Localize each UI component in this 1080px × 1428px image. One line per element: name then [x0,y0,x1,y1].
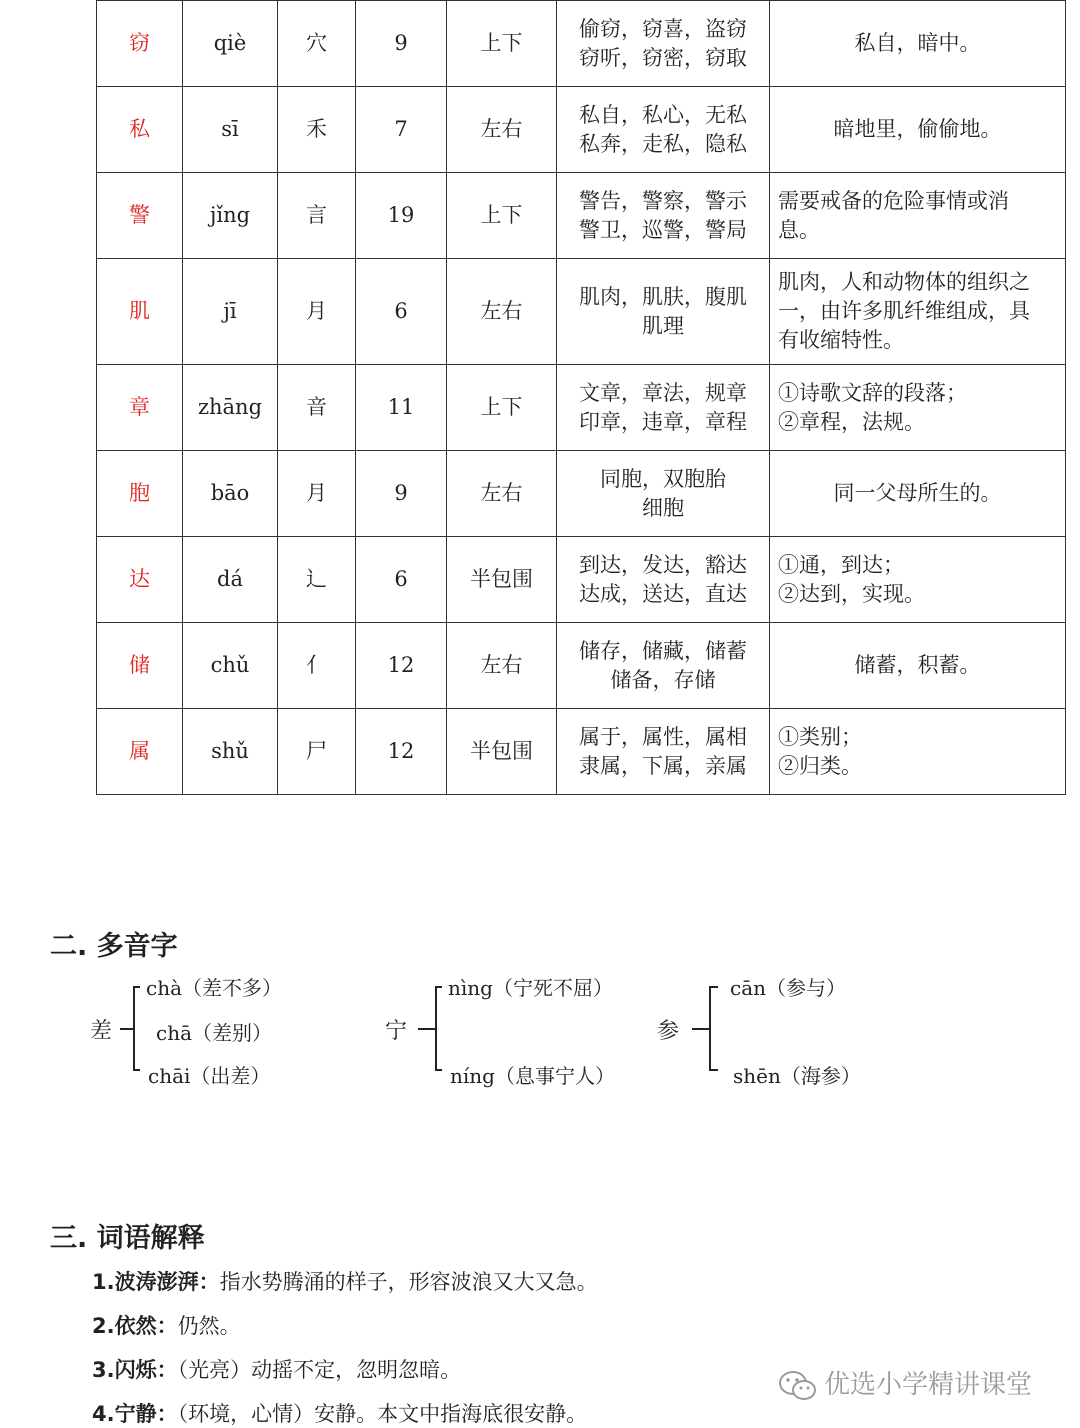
meaning-line: 私自，暗中。 [854,31,981,55]
cell-character: 肌 [97,259,183,365]
meaning-line: ①类别； [778,724,862,749]
definition-item [92,1310,241,1340]
polyphonic-option: níng（息事宁人） [450,1064,615,1088]
meaning-line: 同一父母所生的。 [833,481,1002,505]
cell-strokes: 9 [356,1,447,87]
table-row [97,1,1066,87]
word-line: 到达，发达，豁达 [579,552,747,577]
cell-character: 胞 [97,451,183,537]
cell-pinyin: zhāng [183,365,278,451]
definition-number: 4. [92,1402,115,1426]
cell-strokes: 12 [356,623,447,709]
cell-meaning [770,87,1066,173]
polyphonic-option: chā（差别） [156,1021,273,1045]
table-row [97,623,1066,709]
meaning-line: 储蓄，积蓄。 [854,653,981,677]
polyphonic-char: 参 [657,1019,680,1044]
cell-meaning [770,451,1066,537]
meaning-line: 一，由许多肌纤维组成，具 [778,299,1030,323]
cell-meaning [770,1,1066,87]
word-line: 细胞 [642,495,684,520]
definition-text: （环境，心情）安静。本文中指海底很安静。 [177,1402,588,1426]
cell-words [557,1,770,87]
cell-character: 私 [97,87,183,173]
definition-number: 1. [92,1270,115,1294]
table-row [97,365,1066,451]
cell-words [557,259,770,365]
cell-words [557,365,770,451]
cell-radical: 穴 [278,1,356,87]
meaning-line: 肌肉，人和动物体的组织之 [778,270,1030,294]
meaning-line: 息。 [778,217,820,242]
cell-pinyin: shǔ [183,709,278,795]
word-line: 文章，章法，规章 [579,380,747,405]
cell-character: 章 [97,365,183,451]
cell-radical: 尸 [278,709,356,795]
cell-pinyin: jī [183,259,278,365]
cell-pinyin: jǐng [183,173,278,259]
cell-structure: 上下 [447,173,557,259]
cell-character: 储 [97,623,183,709]
word-line: 肌理 [642,313,684,338]
cell-character: 警 [97,173,183,259]
cell-structure: 上下 [447,1,557,87]
definition-term: 依然： [114,1314,178,1338]
meaning-line: ①诗歌文辞的段落； [778,380,967,405]
cell-strokes: 6 [356,259,447,365]
cell-meaning [770,709,1066,795]
cell-structure: 左右 [447,451,557,537]
cell-structure: 上下 [447,365,557,451]
meaning-line: 有收缩特性。 [778,328,904,352]
table-row [97,173,1066,259]
word-line: 储备，存储 [610,667,716,692]
word-line: 偷窃，窃喜，盗窃 [579,16,747,41]
word-line: 储存，储藏，储蓄 [579,638,747,663]
cell-structure: 左右 [447,259,557,365]
section-title-polyphonic: 二. 多音字 [50,931,178,962]
cell-radical: 亻 [278,623,356,709]
word-line: 私自，私心，无私 [579,102,747,127]
brace-icon [118,984,148,1076]
cell-pinyin: bāo [183,451,278,537]
polyphonic-char: 差 [90,1019,113,1044]
word-line: 私奔，走私，隐私 [579,131,747,156]
cell-character: 窃 [97,1,183,87]
cell-pinyin: chǔ [183,623,278,709]
table-row [97,87,1066,173]
cell-structure: 半包围 [447,537,557,623]
polyphonic-char: 宁 [385,1019,408,1044]
meaning-line: ①通，到达； [778,552,904,577]
table-row [97,709,1066,795]
table-row [97,259,1066,365]
polyphonic-option: chāi（出差） [148,1064,271,1088]
brace-icon [414,984,444,1076]
polyphonic-option: nìng（宁死不屈） [448,976,613,1000]
cell-radical: 月 [278,451,356,537]
word-line: 警告，警察，警示 [579,188,747,213]
cell-structure: 左右 [447,87,557,173]
table-row [97,537,1066,623]
meaning-line: ②达到，实现。 [778,581,925,606]
cell-strokes: 9 [356,451,447,537]
cell-strokes: 7 [356,87,447,173]
meaning-line: 需要戒备的危险事情或消 [778,188,1009,213]
brace-icon [690,984,720,1076]
definition-text: （光亮）动摇不定，忽明忽暗。 [177,1358,462,1382]
cell-structure: 半包围 [447,709,557,795]
cell-meaning [770,623,1066,709]
definition-text: 仍然。 [177,1314,241,1338]
word-line: 达成，送达，直达 [579,581,747,606]
cell-strokes: 12 [356,709,447,795]
definition-term: 宁静： [114,1402,178,1426]
cell-pinyin: qiè [183,1,278,87]
polyphonic-option: shēn（海参） [733,1064,861,1088]
word-line: 窃听，窃密，窃取 [579,45,747,70]
polyphonic-option: cān（参与） [730,976,847,1000]
cell-pinyin: dá [183,537,278,623]
word-line: 肌肉，肌肤，腹肌 [579,284,747,309]
cell-radical: 禾 [278,87,356,173]
word-line: 属于，属性，属相 [579,724,747,749]
meaning-line: ②章程，法规。 [778,409,925,434]
definition-term: 波涛澎湃： [114,1270,220,1294]
cell-words [557,173,770,259]
cell-strokes: 6 [356,537,447,623]
definition-item [92,1354,461,1384]
cell-strokes: 19 [356,173,447,259]
cell-words [557,537,770,623]
watermark [778,1364,1032,1403]
cell-meaning [770,173,1066,259]
polyphonic-option: chà（差不多） [146,976,283,1000]
cell-radical: 辶 [278,537,356,623]
word-line: 同胞，双胞胎 [600,466,726,491]
definition-number: 2. [92,1314,115,1338]
cell-meaning [770,365,1066,451]
definition-item [92,1398,587,1428]
cell-pinyin: sī [183,87,278,173]
cell-character: 达 [97,537,183,623]
section-title-vocabulary: 三. 词语解释 [50,1223,205,1254]
table-row [97,451,1066,537]
cell-radical: 言 [278,173,356,259]
word-line: 隶属，下属，亲属 [579,753,747,778]
wechat-icon [778,1369,818,1403]
cell-strokes: 11 [356,365,447,451]
cell-meaning [770,259,1066,365]
character-table [96,0,1066,795]
word-line: 警卫，巡警，警局 [579,217,747,242]
cell-words [557,623,770,709]
cell-radical: 月 [278,259,356,365]
definition-number: 3. [92,1358,115,1382]
meaning-line: ②归类。 [778,753,862,778]
word-line: 印章，违章，章程 [579,409,747,434]
cell-words [557,451,770,537]
cell-character: 属 [97,709,183,795]
meaning-line: 暗地里，偷偷地。 [833,117,1002,141]
cell-radical: 音 [278,365,356,451]
watermark-text: 优选小学精讲课堂 [824,1370,1033,1400]
definition-term: 闪烁： [114,1358,178,1382]
definition-text: 指水势腾涌的样子，形容波浪又大又急。 [219,1270,598,1294]
cell-words [557,87,770,173]
cell-meaning [770,537,1066,623]
cell-structure: 左右 [447,623,557,709]
cell-words [557,709,770,795]
definition-item [92,1266,598,1296]
